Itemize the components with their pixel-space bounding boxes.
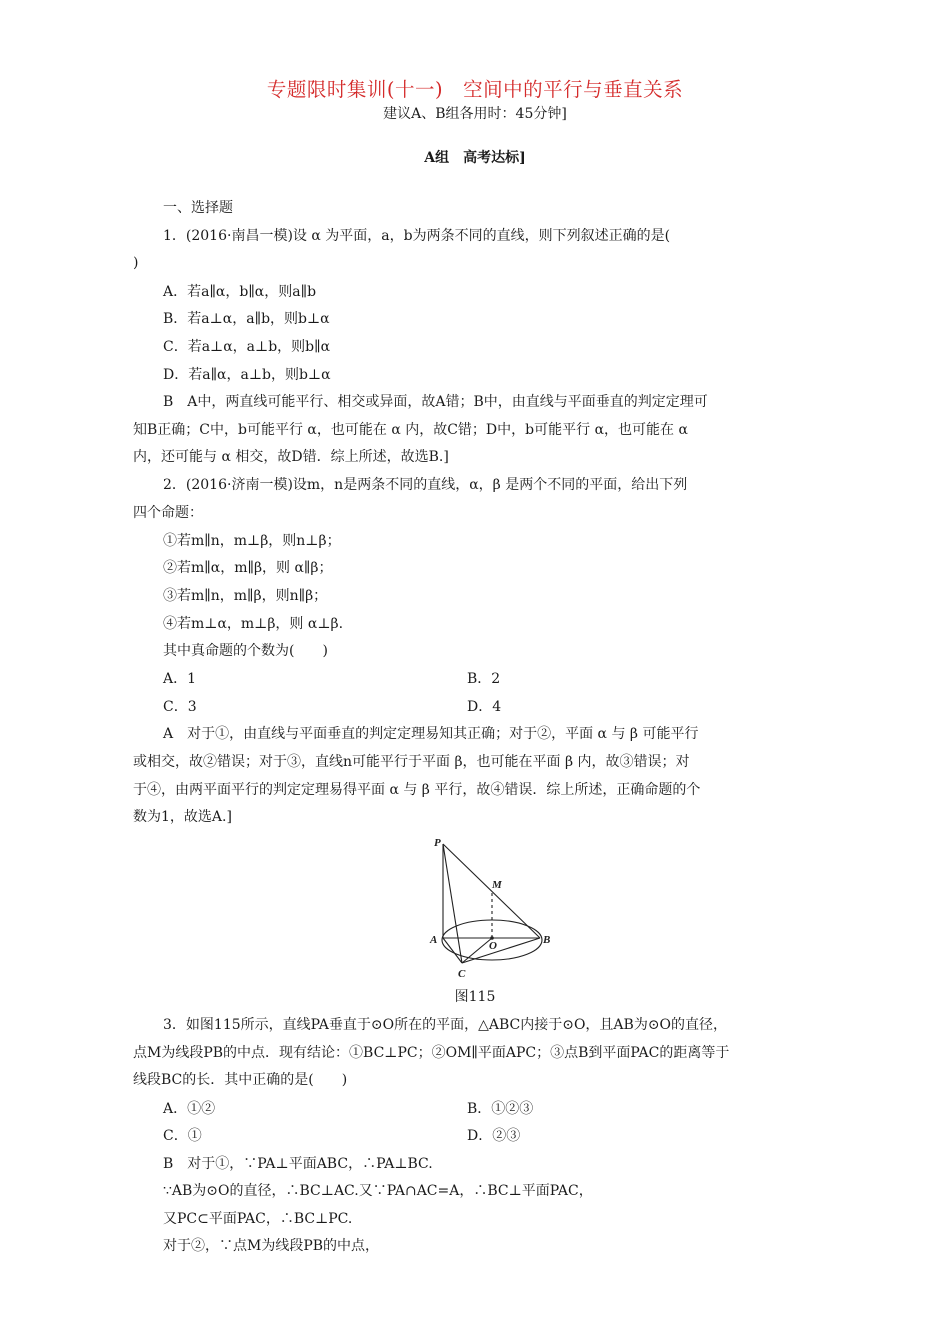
text-line: 2．(2016·济南一模)设m，n是两条不同的直线，α，β 是两个不同的平面，给出下列 (163, 477, 688, 493)
text-line: D．4 (467, 699, 502, 715)
text-line: C．① (163, 1128, 202, 1144)
time-suggestion: 建议A、B组各用时：45分钟] (383, 106, 567, 122)
text-line: D．若a∥α，a⊥b，则b⊥α (163, 367, 331, 383)
text-line: A 对于①，由直线与平面垂直的判定定理易知其正确；对于②，平面 α 与 β 可能平行 (163, 726, 699, 742)
text-line: ) (133, 255, 139, 271)
text-line: 四个命题： (133, 505, 203, 521)
section-heading: A组 高考达标] (424, 150, 526, 166)
geometry-figure (420, 832, 570, 982)
text-line: B．①②③ (467, 1101, 534, 1117)
text-line: B A中，两直线可能平行、相交或异面，故A错；B中，由直线与平面垂直的判定定理可 (163, 394, 708, 410)
text-line: D．②③ (467, 1128, 521, 1144)
text-line: 点M为线段PB的中点．现有结论：①BC⊥PC；②OM∥平面APC；③点B到平面PAC的距离等于 (133, 1045, 730, 1061)
text-line: 或相交，故②错误；对于③，直线n可能平行于平面 β，也可能在平面 β 内，故③错误；对 (133, 754, 690, 770)
text-line: A．1 (163, 671, 197, 687)
text-line: 数为1，故选A.] (133, 809, 232, 825)
figure-caption: 图115 (454, 989, 496, 1005)
text-line: A．若a∥α，b∥α，则a∥b (163, 284, 317, 300)
label-c: C (458, 968, 466, 980)
text-line: B．若a⊥α，a∥b，则b⊥α (163, 311, 330, 327)
edge-pc (443, 844, 462, 963)
label-b: B (543, 934, 551, 946)
text-line: B 对于①，∵PA⊥平面ABC，∴PA⊥BC. (163, 1156, 433, 1172)
text-line: 于④，由两平面平行的判定定理易得平面 α 与 β 平行，故④错误．综上所述，正确命题的个 (133, 782, 701, 798)
text-line: 线段BC的长．其中正确的是( ) (133, 1072, 348, 1088)
text-line: ∵AB为⊙O的直径，∴BC⊥AC.又∵PA∩AC=A，∴BC⊥平面PAC， (163, 1183, 593, 1199)
text-line: 又PC⊂平面PAC，∴BC⊥PC. (163, 1211, 353, 1227)
text-line: ④若m⊥α，m⊥β，则 α⊥β. (163, 616, 344, 632)
text-line: 内，还可能与 α 相交，故D错．综上所述，故选B.] (133, 449, 449, 465)
text-line: 3．如图115所示，直线PA垂直于⊙O所在的平面，△ABC内接于⊙O，且AB为⊙O的直径， (163, 1017, 728, 1033)
label-p: P (434, 837, 441, 849)
text-line: C．3 (163, 699, 197, 715)
text-line: 一、选择题 (163, 200, 233, 216)
text-line: C．若a⊥α，a⊥b，则b∥α (163, 339, 331, 355)
label-o: O (489, 940, 497, 952)
label-a: A (430, 934, 438, 946)
text-line: 知B正确；C中，b可能平行 α，也可能在 α 内，故C错；D中，b可能平行 α，也可能在 α (133, 422, 688, 438)
text-line: ①若m∥n，m⊥β，则n⊥β； (163, 533, 341, 549)
text-line: ②若m∥α，m∥β，则 α∥β； (163, 560, 333, 576)
label-m: M (492, 879, 502, 891)
text-line: 1．(2016·南昌一模)设 α 为平面，a，b为两条不同的直线，则下列叙述正确的是( (163, 228, 671, 244)
text-line: B．2 (467, 671, 501, 687)
text-line: ③若m∥n，m∥β，则n∥β； (163, 588, 328, 604)
text-line: 其中真命题的个数为( ) (163, 643, 328, 659)
text-line: 对于②，∵点M为线段PB的中点， (163, 1238, 380, 1254)
text-line: A．①② (163, 1101, 216, 1117)
document-title: 专题限时集训(十一) 空间中的平行与垂直关系 (266, 78, 684, 101)
